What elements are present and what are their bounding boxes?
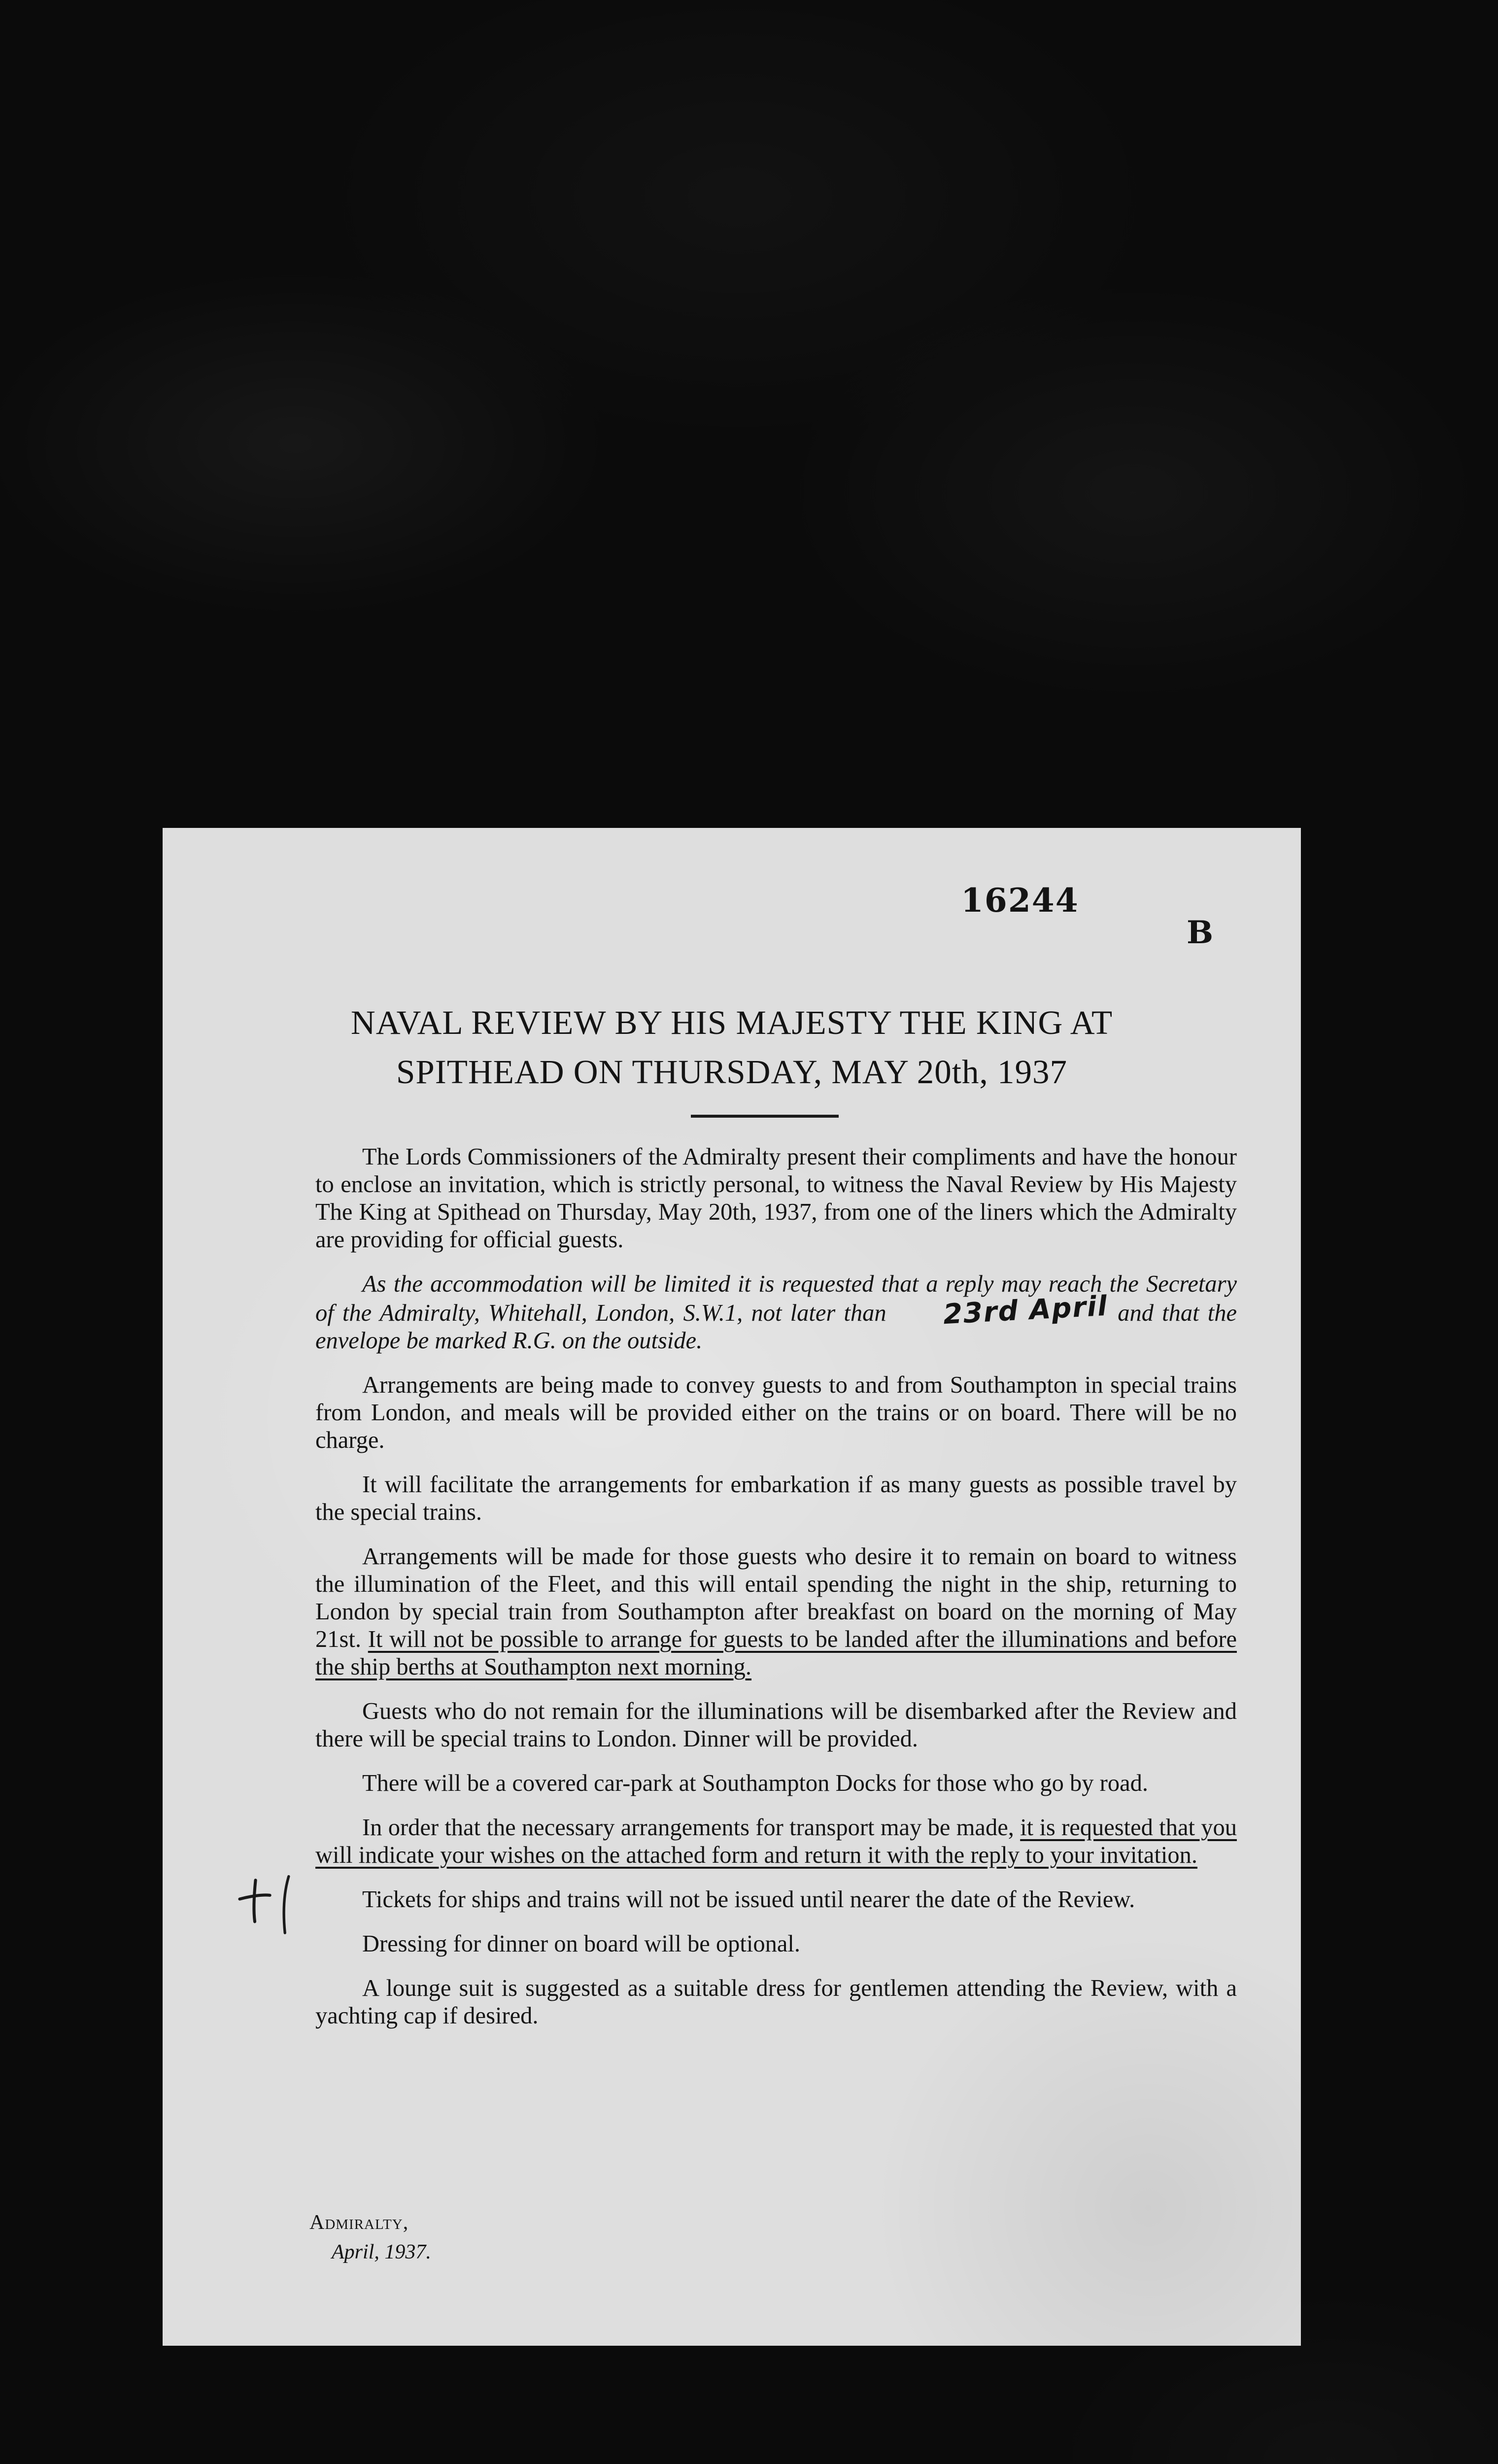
handwritten-date: 23rd April <box>942 1290 1109 1331</box>
paragraph-7: There will be a covered car-park at Southampton Docks for those who go by road. <box>362 1770 1148 1796</box>
title-divider <box>691 1115 839 1118</box>
paragraph-5 <box>315 1543 1237 1681</box>
paragraph-4: It will facilitate the arrangements for embarkation if as many guests as possible travel by the special trains. <box>315 1472 1237 1525</box>
title-line-1: NAVAL REVIEW BY HIS MAJESTY THE KING AT <box>350 1004 1113 1041</box>
document-number: 16244 <box>961 881 1079 920</box>
document-title <box>163 998 1301 1096</box>
signature-line-1: Admiralty, <box>309 2211 409 2234</box>
paragraph-6: Guests who do not remain for the illuminations will be disembarked after the Review and there will be special trains to London. Dinner will be provided. <box>315 1698 1237 1752</box>
paragraph-5-text: Arrangements will be made for those guests who desire it to remain on board to witness the illumination of the Fleet, and this will entail spending the night in the ship, returning to London by special train from Southampton after breakfast on board on the morning of May 21st. <box>315 1543 1237 1652</box>
paragraph-2 <box>315 1270 1237 1355</box>
paragraph-9: Tickets for ships and trains will not be issued until nearer the date of the Review. <box>362 1886 1135 1913</box>
title-line-2: SPITHEAD ON THURSDAY, MAY 20th, 1937 <box>396 1053 1067 1091</box>
paragraph-3: Arrangements are being made to convey guests to and from Southampton in special trains from London, and meals will be provided either on the trains or on board. There will be no charge. <box>315 1372 1237 1453</box>
paragraph-1: The Lords Commissioners of the Admiralty present their compliments and have the honour to enclose an invitation, which is strictly personal, to witness the Naval Review by His Majesty The King at Spithead on Thursday, May 20th, 1937, from one of the liners which the Admiralty are providing for official guests. <box>315 1144 1237 1253</box>
document-page <box>163 828 1301 2346</box>
document-body <box>315 1143 1237 2047</box>
paragraph-8-underlined: it is requested that you will indicate your wishes on the attached form and return it with the reply to your invitation. <box>315 1814 1237 1868</box>
margin-plus-mark-icon <box>222 1873 310 1937</box>
paragraph-2-text-after: and that the envelope be marked R.G. on the outside. <box>315 1300 1237 1354</box>
paragraph-2-text-before: As the accommodation will be limited it is requested that a reply may reach the Secretary of the Admiralty, Whitehall, London, S.W.1, not later than <box>315 1271 1237 1326</box>
signature-block <box>309 2208 431 2267</box>
paragraph-5-underlined: It will not be possible to arrange for guests to be landed after the illuminations and before the ship berths at Southampton next morning. <box>315 1626 1237 1680</box>
signature-line-2: April, 1937. <box>332 2241 431 2263</box>
paragraph-10: Dressing for dinner on board will be optional. <box>362 1931 800 1957</box>
series-letter: B <box>1187 914 1214 951</box>
paragraph-11: A lounge suit is suggested as a suitable dress for gentlemen attending the Review, with a yachting cap if desired. <box>315 1975 1237 2029</box>
paragraph-8 <box>315 1814 1237 1869</box>
paragraph-8-text: In order that the necessary arrangements for transport may be made, <box>362 1814 1014 1841</box>
